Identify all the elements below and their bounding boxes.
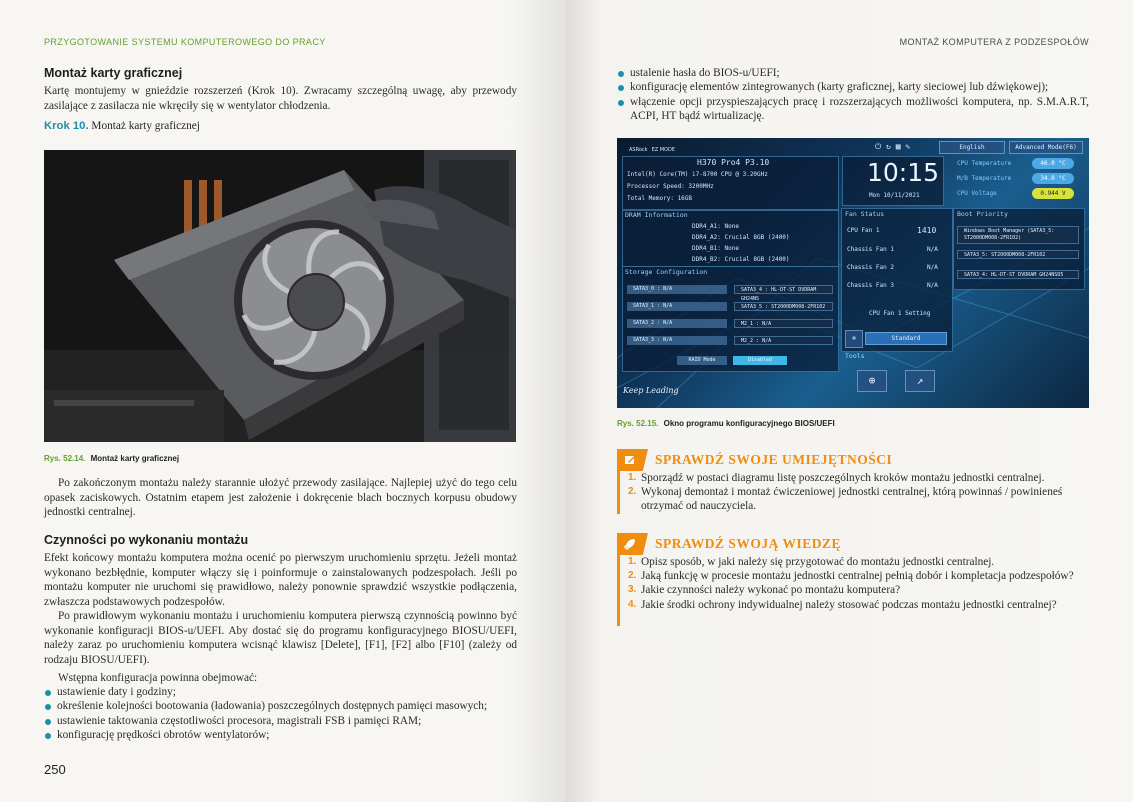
bios-mode: EZ MODE [651, 147, 675, 153]
raid-mode-label: RAID Mode [677, 356, 727, 365]
list-item: ustawienie taktowania częstotliwości procesora, magistrali FSB i pamięci RAM; [44, 714, 517, 728]
advanced-mode-button[interactable]: Advanced Mode(F6) [1009, 141, 1083, 154]
raid-mode-toggle[interactable]: Disabled [733, 356, 787, 365]
bios-time: 10:15 [867, 158, 940, 187]
bios-speed: Processor Speed: 3200MHz [627, 183, 714, 190]
figure-caption-bios [617, 419, 835, 428]
step-number: Krok 10. [44, 120, 89, 132]
sata-port[interactable]: SATA3_2 : N/A [627, 319, 727, 328]
cpu-voltage-value: 0.944 V [1032, 188, 1074, 199]
fan-value: N/A [927, 246, 938, 253]
mb-temp-label: M/B Temperature [957, 175, 1012, 182]
network-tool-icon[interactable]: ⊕ [857, 370, 887, 392]
bios-uefi-screenshot [617, 138, 1089, 408]
paragraph-after-mount: Po zakończonym montażu należy starannie ułożyć przewody zasilające. Najlepiej użyć do tego celu opasek zaciskowych. Ostatnim etapem jest założenie i dokręcenie blach bocznych korpusu obudowy jednostki centralnej. [44, 477, 517, 519]
bios-brand-name: ASRock [629, 147, 648, 153]
fan-label: Chassis Fan 2 [847, 264, 894, 271]
list-item: 4. Jakie środki ochrony indywidualnej należy stosować podczas montażu jednostki centralnej? [628, 598, 1057, 611]
config-list-right [617, 66, 1089, 124]
running-head-right: MONTAŻ KOMPUTERA Z PODZESPOŁÓW [899, 37, 1089, 47]
bios-toolbar-icons[interactable]: ⏻ ↻ ▦ ✎ [875, 142, 911, 151]
bios-cpu: Intel(R) Core(TM) i7-8700 CPU @ 3.20GHz [627, 171, 768, 178]
config-list-left [44, 685, 517, 743]
knowledge-box-title: SPRAWDŹ SWOJĄ WIEDZĘ [655, 536, 842, 551]
figure-caption-text: Okno programu konfiguracyjnego BIOS/UEFI [663, 419, 835, 428]
boot-device[interactable]: Windows Boot Manager (SATA3_5: ST2000DM008-2FR102) [957, 226, 1079, 244]
tools-title: Tools [845, 352, 865, 360]
list-item: ustalenie hasła do BIOS-u/UEFI; [617, 66, 1089, 80]
bios-brand [625, 144, 675, 154]
figure-caption-gpu [44, 454, 179, 463]
dram-slot: DDR4_A1: None [692, 223, 739, 230]
left-page [0, 0, 566, 802]
running-head-left: PRZYGOTOWANIE SYSTEMU KOMPUTEROWEGO DO PRACY [44, 37, 326, 47]
fan-value: N/A [927, 282, 938, 289]
step-text: Montaż karty graficznej [91, 120, 200, 132]
chart-tool-icon[interactable]: ↗ [905, 370, 935, 392]
fan-mode-button[interactable]: Standard [865, 332, 947, 345]
heading-after-assembly: Czynności po wykonaniu montażu [44, 533, 249, 547]
list-item: 2. Wykonaj demontaż i montaż ćwiczeniowej jednostki centralnej, którą powinnaś / powinieneś otrzymać od nauczyciela. [628, 486, 1063, 513]
sata-port[interactable]: SATA3_0 : N/A [627, 285, 727, 294]
fan-label: Chassis Fan 3 [847, 282, 894, 289]
language-button[interactable]: English [939, 141, 1005, 154]
list-item: włączenie opcji przyspieszających pracę i rozszerzających możliwości komputera, np. S.M.A.R.T, ACPI, HT bądź wirtualizację. [617, 95, 1089, 124]
skills-box-title: SPRAWDŹ SWOJE UMIEJĘTNOŚCI [655, 452, 893, 467]
bios-model: H370 Pro4 P3.10 [697, 158, 770, 167]
boot-device[interactable]: SATA3_4: HL-DT-ST DVDRAM GH24NSD5 [957, 270, 1079, 279]
pencil-icon [623, 453, 637, 467]
cpu-voltage-label: CPU Voltage [957, 190, 997, 197]
m2-port[interactable]: M2_1 : N/A [734, 319, 833, 328]
fan-status-title: Fan Status [845, 210, 885, 218]
sata-port[interactable]: SATA3_4 : HL-DT-ST DVDRAM GH24NS [734, 285, 833, 294]
boot-device[interactable]: SATA3_5: ST2000DM008-2FR102 [957, 250, 1079, 259]
list-item: określenie kolejności bootowania (ładowania) poszczególnych dostępnych pamięci masowych; [44, 699, 517, 713]
list-item: konfigurację prędkości obrotów wentylatorów; [44, 728, 517, 742]
knowledge-box-rule [617, 554, 620, 626]
figure-caption-text: Montaż karty graficznej [90, 454, 180, 463]
mb-temp-value: 34.0 °C [1032, 173, 1074, 184]
paragraph-bios-config: Po prawidłowym wykonaniu montażu i uruchomieniu komputera pierwszą czynnością powinno być wykonanie konfiguracji BIOS-u/UEFI. Aby dostać się do programu konfiguracyjnego BIOSU/UEFI, należy zaraz po uruchomieniu komputera wcisnąć klawisz [Delete], [F1], [F2] albo [F10] (zależy od rodzaju BIOSU/UEFI). [44, 610, 517, 666]
dram-slot: DDR4_B1: None [692, 245, 739, 252]
heading-gpu-mounting: Montaż karty graficznej [44, 66, 183, 80]
cpu-temp-value: 46.0 °C [1032, 158, 1074, 169]
bios-date: Mon 10/11/2021 [869, 192, 920, 199]
fan-label: Chassis Fan 1 [847, 246, 894, 253]
sata-port[interactable]: SATA3_5 : ST2000DM008-2FR102 [734, 302, 833, 311]
paragraph-gpu: Kartę montujemy w gnieździe rozszerzeń (Krok 10). Zwracamy szczególną uwagę, aby przewody zasilające z zasilacza nie wkręciły się w wentylator chłodzenia. [44, 85, 517, 112]
rocket-icon [623, 537, 637, 551]
list-item: konfigurację elementów zintegrowanych (karty graficznej, karty sieciowej lub dźwiękowej); [617, 80, 1089, 94]
dram-slot: DDR4_B2: Crucial 8GB (2400) [692, 256, 790, 263]
cpu-temp-label: CPU Temperature [957, 160, 1012, 167]
bios-memory: Total Memory: 16GB [627, 195, 693, 202]
storage-title: Storage Configuration [625, 268, 708, 276]
sata-port[interactable]: SATA3_3 : N/A [627, 336, 727, 345]
step-label [44, 120, 200, 132]
list-item: 1. Opisz sposób, w jaki należy się przygotować do montażu jednostki centralnej. [628, 556, 995, 568]
list-item: ustawienie daty i godziny; [44, 685, 517, 699]
boot-priority-title: Boot Priority [957, 210, 1008, 218]
list-item: 2. Jaką funkcję w procesie montażu jednostki centralnej pełnią dobór i kompletacja podzespołów? [628, 570, 1074, 583]
dram-title: DRAM Information [625, 211, 688, 219]
paragraph-config-intro: Wstępna konfiguracja powinna obejmować: [58, 672, 258, 684]
skills-list [628, 471, 1089, 514]
list-item: 1. Sporządź w postaci diagramu listę poszczególnych kroków montażu jednostki centralnej. [628, 472, 1045, 484]
dram-slot: DDR4_A2: Crucial 8GB (2400) [692, 234, 790, 241]
fan-label: CPU Fan 1 [847, 227, 880, 234]
page-number: 250 [44, 762, 66, 777]
list-item: 3. Jakie czynności należy wykonać po montażu komputera? [628, 584, 901, 597]
figure-number: Rys. 52.15. [617, 419, 659, 428]
gpu-installation-photo [44, 150, 516, 442]
figure-number: Rys. 52.14. [44, 454, 86, 463]
knowledge-list [628, 555, 1089, 612]
sata-port[interactable]: SATA3_1 : N/A [627, 302, 727, 311]
paragraph-effect: Efekt końcowy montażu komputera można ocenić po pierwszym uruchomieniu sprzętu. Jeżeli montaż wykonano bezbłędnie, komputer włączy się i poinformuje o zainstalowanych podzespołach. Jeśli po montażu komputer nie uruchomi się prawidłowo, należy ponownie sprawdzić wszystkie podłączenia, zwłaszcza podstawowych podzespołów. [44, 552, 517, 608]
fan-value: 1410 [917, 226, 937, 235]
m2-port[interactable]: M2_2 : N/A [734, 336, 833, 345]
fan-value: N/A [927, 264, 938, 271]
fan-setting-label: CPU Fan 1 Setting [869, 310, 931, 317]
skills-box-rule [617, 470, 620, 514]
fan-icon[interactable]: ❄ [845, 330, 863, 348]
bios-signature: Keep Leading [623, 386, 679, 395]
